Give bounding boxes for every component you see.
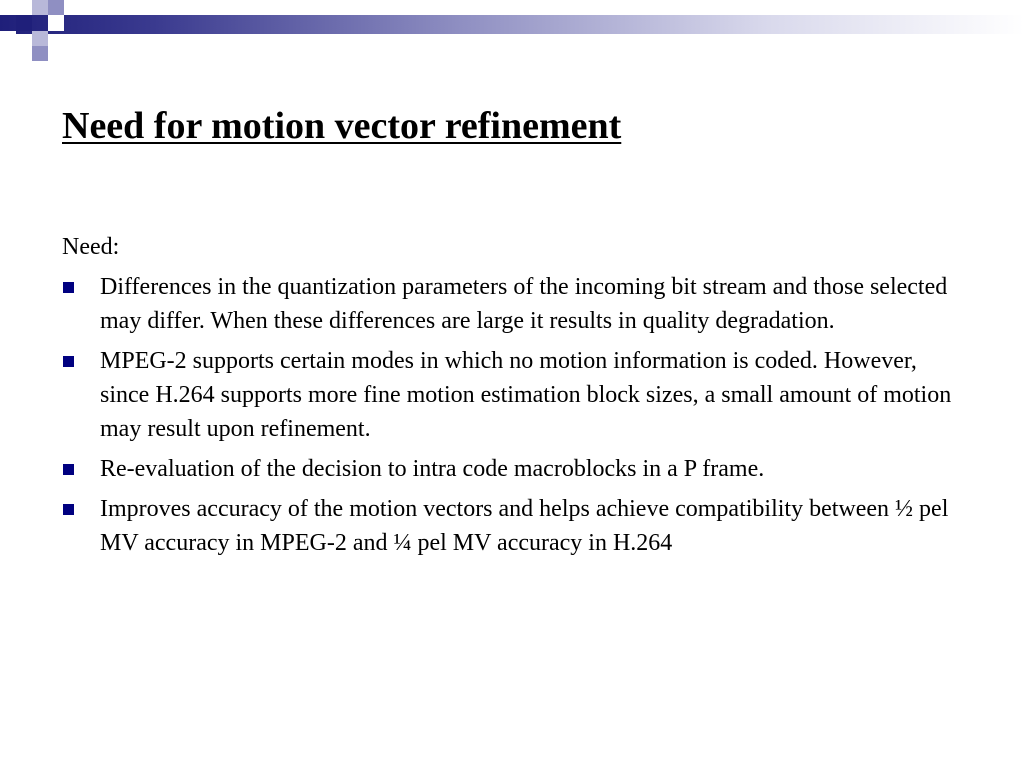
bullet-text: MPEG-2 supports certain modes in which no motion information is coded. However, since H.264 supports more fine motion estimation block sizes, a small amount of motion may result upon refinement. xyxy=(100,348,952,442)
square-bullet-icon xyxy=(63,282,74,293)
header-square-decoration xyxy=(32,0,48,15)
header-square-decoration xyxy=(32,31,48,46)
intro-text: Need: xyxy=(62,234,120,260)
slide-title: Need for motion vector refinement xyxy=(62,105,622,147)
header-square-decoration xyxy=(16,15,32,31)
header-square-decoration xyxy=(0,31,16,46)
bullet-text: Differences in the quantization parameters of the incoming bit stream and those selected may differ. When these differences are large it results in quality degradation. xyxy=(100,274,948,334)
bullet-item xyxy=(62,344,962,446)
square-bullet-icon xyxy=(63,356,74,367)
square-bullet-icon xyxy=(63,464,74,475)
slide-content xyxy=(62,230,962,566)
bullet-item xyxy=(62,492,962,560)
header-decoration-bar xyxy=(0,15,1024,34)
header-square-decoration xyxy=(32,46,48,61)
bullet-text: Improves accuracy of the motion vectors and helps achieve compatibility between ½ pel MV accuracy in MPEG-2 and ¼ pel MV accuracy in H.264 xyxy=(100,496,949,556)
bullet-list xyxy=(62,270,962,560)
header-square-decoration xyxy=(48,0,64,15)
bullet-item xyxy=(62,452,962,486)
square-bullet-icon xyxy=(63,504,74,515)
bullet-item xyxy=(62,270,962,338)
header-square-decoration xyxy=(48,15,64,31)
bullet-text: Re-evaluation of the decision to intra code macroblocks in a P frame. xyxy=(100,456,765,482)
